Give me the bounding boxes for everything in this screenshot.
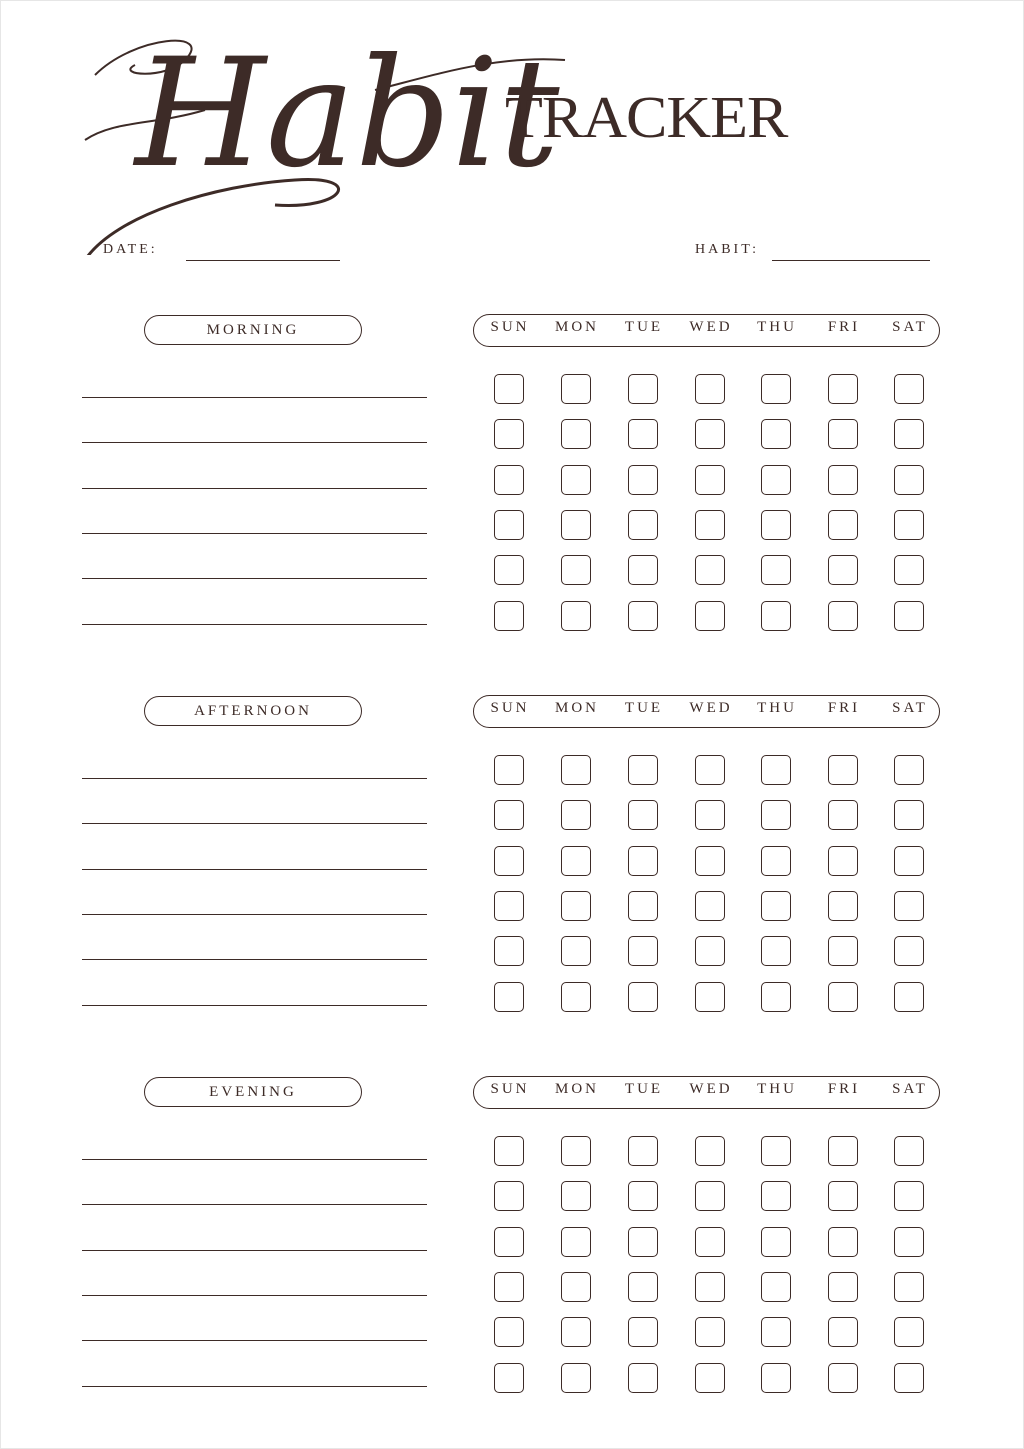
checkbox-sun[interactable] bbox=[494, 936, 524, 966]
habit-write-line[interactable] bbox=[82, 959, 427, 960]
checkbox-mon[interactable] bbox=[561, 555, 591, 585]
checkbox-tue[interactable] bbox=[628, 800, 658, 830]
checkbox-tue[interactable] bbox=[628, 1363, 658, 1393]
habit-write-line[interactable] bbox=[82, 578, 427, 579]
checkbox-sun[interactable] bbox=[494, 1227, 524, 1257]
checkbox-wed[interactable] bbox=[695, 800, 725, 830]
checkbox-tue[interactable] bbox=[628, 982, 658, 1012]
checkbox-wed[interactable] bbox=[695, 936, 725, 966]
date-field[interactable] bbox=[186, 260, 340, 261]
checkbox-tue[interactable] bbox=[628, 891, 658, 921]
checkbox-sun[interactable] bbox=[494, 510, 524, 540]
checkbox-mon[interactable] bbox=[561, 1272, 591, 1302]
habit-write-line[interactable] bbox=[82, 869, 427, 870]
checkbox-tue[interactable] bbox=[628, 936, 658, 966]
checkbox-thu[interactable] bbox=[761, 755, 791, 785]
checkbox-fri[interactable] bbox=[828, 1272, 858, 1302]
checkbox-tue[interactable] bbox=[628, 1272, 658, 1302]
day-label-sat: SAT bbox=[892, 1081, 928, 1097]
habit-write-line[interactable] bbox=[82, 488, 427, 489]
date-label: DATE: bbox=[103, 242, 158, 257]
habit-write-line[interactable] bbox=[82, 1295, 427, 1296]
checkbox-sat[interactable] bbox=[894, 419, 924, 449]
day-label-fri: FRI bbox=[827, 319, 861, 335]
checkbox-wed[interactable] bbox=[695, 1317, 725, 1347]
checkbox-wed[interactable] bbox=[695, 465, 725, 495]
section-label-afternoon: AFTERNOON bbox=[144, 696, 362, 726]
checkbox-mon[interactable] bbox=[561, 936, 591, 966]
title-subtitle: TRACKER bbox=[505, 85, 788, 151]
checkbox-sat[interactable] bbox=[894, 982, 924, 1012]
day-label-fri: FRI bbox=[827, 700, 861, 716]
checkbox-fri[interactable] bbox=[828, 1317, 858, 1347]
checkbox-sat[interactable] bbox=[894, 755, 924, 785]
checkbox-wed[interactable] bbox=[695, 1136, 725, 1166]
habit-write-line[interactable] bbox=[82, 624, 427, 625]
checkbox-mon[interactable] bbox=[561, 1136, 591, 1166]
checkbox-thu[interactable] bbox=[761, 1363, 791, 1393]
checkbox-sun[interactable] bbox=[494, 555, 524, 585]
checkbox-wed[interactable] bbox=[695, 846, 725, 876]
checkbox-wed[interactable] bbox=[695, 374, 725, 404]
checkbox-thu[interactable] bbox=[761, 936, 791, 966]
checkbox-fri[interactable] bbox=[828, 419, 858, 449]
checkbox-thu[interactable] bbox=[761, 1272, 791, 1302]
checkbox-sun[interactable] bbox=[494, 1272, 524, 1302]
checkbox-sun[interactable] bbox=[494, 1363, 524, 1393]
checkbox-tue[interactable] bbox=[628, 1181, 658, 1211]
checkbox-thu[interactable] bbox=[761, 982, 791, 1012]
checkbox-sun[interactable] bbox=[494, 1181, 524, 1211]
checkbox-sat[interactable] bbox=[894, 555, 924, 585]
checkbox-fri[interactable] bbox=[828, 555, 858, 585]
checkbox-sun[interactable] bbox=[494, 891, 524, 921]
day-label-sun: SUN bbox=[490, 1081, 530, 1097]
checkbox-sun[interactable] bbox=[494, 465, 524, 495]
checkbox-fri[interactable] bbox=[828, 800, 858, 830]
checkbox-tue[interactable] bbox=[628, 510, 658, 540]
habit-field[interactable] bbox=[772, 260, 930, 261]
checkbox-fri[interactable] bbox=[828, 465, 858, 495]
checkbox-mon[interactable] bbox=[561, 755, 591, 785]
checkbox-thu[interactable] bbox=[761, 510, 791, 540]
checkbox-fri[interactable] bbox=[828, 846, 858, 876]
checkbox-tue[interactable] bbox=[628, 465, 658, 495]
habit-write-line[interactable] bbox=[82, 533, 427, 534]
checkbox-mon[interactable] bbox=[561, 891, 591, 921]
habit-write-line[interactable] bbox=[82, 1204, 427, 1205]
habit-write-line[interactable] bbox=[82, 778, 427, 779]
title-script-text: Habit bbox=[135, 27, 560, 201]
checkbox-fri[interactable] bbox=[828, 1363, 858, 1393]
checkbox-sat[interactable] bbox=[894, 465, 924, 495]
checkbox-mon[interactable] bbox=[561, 982, 591, 1012]
checkbox-fri[interactable] bbox=[828, 891, 858, 921]
checkbox-wed[interactable] bbox=[695, 555, 725, 585]
checkbox-sun[interactable] bbox=[494, 374, 524, 404]
checkbox-sun[interactable] bbox=[494, 982, 524, 1012]
day-label-thu: THU bbox=[757, 319, 797, 335]
day-label-tue: TUE bbox=[624, 1081, 664, 1097]
checkbox-tue[interactable] bbox=[628, 374, 658, 404]
checkbox-sat[interactable] bbox=[894, 510, 924, 540]
habit-write-line[interactable] bbox=[82, 397, 427, 398]
checkbox-tue[interactable] bbox=[628, 1317, 658, 1347]
checkbox-thu[interactable] bbox=[761, 601, 791, 631]
checkbox-thu[interactable] bbox=[761, 800, 791, 830]
checkbox-tue[interactable] bbox=[628, 419, 658, 449]
checkbox-mon[interactable] bbox=[561, 1363, 591, 1393]
checkbox-tue[interactable] bbox=[628, 1227, 658, 1257]
checkbox-sun[interactable] bbox=[494, 1136, 524, 1166]
checkbox-sat[interactable] bbox=[894, 1363, 924, 1393]
checkbox-mon[interactable] bbox=[561, 1317, 591, 1347]
checkbox-wed[interactable] bbox=[695, 891, 725, 921]
habit-write-line[interactable] bbox=[82, 1386, 427, 1387]
checkbox-sat[interactable] bbox=[894, 800, 924, 830]
day-label-thu: THU bbox=[757, 1081, 797, 1097]
habit-write-line[interactable] bbox=[82, 1340, 427, 1341]
checkbox-fri[interactable] bbox=[828, 510, 858, 540]
checkbox-thu[interactable] bbox=[761, 374, 791, 404]
checkbox-sat[interactable] bbox=[894, 601, 924, 631]
checkbox-sat[interactable] bbox=[894, 1272, 924, 1302]
checkbox-sat[interactable] bbox=[894, 374, 924, 404]
checkbox-mon[interactable] bbox=[561, 419, 591, 449]
checkbox-thu[interactable] bbox=[761, 465, 791, 495]
checkbox-wed[interactable] bbox=[695, 601, 725, 631]
habit-write-line[interactable] bbox=[82, 823, 427, 824]
checkbox-thu[interactable] bbox=[761, 1136, 791, 1166]
day-label-tue: TUE bbox=[624, 319, 664, 335]
checkbox-fri[interactable] bbox=[828, 936, 858, 966]
checkbox-mon[interactable] bbox=[561, 601, 591, 631]
checkbox-sat[interactable] bbox=[894, 1136, 924, 1166]
day-label-sat: SAT bbox=[892, 700, 928, 716]
checkbox-sun[interactable] bbox=[494, 601, 524, 631]
checkbox-thu[interactable] bbox=[761, 1317, 791, 1347]
day-label-wed: WED bbox=[689, 1081, 733, 1097]
checkbox-wed[interactable] bbox=[695, 1272, 725, 1302]
checkbox-sun[interactable] bbox=[494, 1317, 524, 1347]
checkbox-sat[interactable] bbox=[894, 1317, 924, 1347]
checkbox-thu[interactable] bbox=[761, 555, 791, 585]
habit-write-line[interactable] bbox=[82, 914, 427, 915]
checkbox-mon[interactable] bbox=[561, 374, 591, 404]
habit-write-line[interactable] bbox=[82, 1005, 427, 1006]
checkbox-thu[interactable] bbox=[761, 1227, 791, 1257]
checkbox-sat[interactable] bbox=[894, 891, 924, 921]
checkbox-tue[interactable] bbox=[628, 846, 658, 876]
checkbox-sat[interactable] bbox=[894, 846, 924, 876]
day-label-mon: MON bbox=[554, 319, 599, 335]
habit-label: HABIT: bbox=[695, 242, 759, 257]
weekday-header bbox=[473, 1076, 940, 1109]
day-label-sun: SUN bbox=[490, 700, 530, 716]
checkbox-mon[interactable] bbox=[561, 800, 591, 830]
checkbox-thu[interactable] bbox=[761, 891, 791, 921]
checkbox-sun[interactable] bbox=[494, 419, 524, 449]
section-label-morning: MORNING bbox=[144, 315, 362, 345]
checkbox-tue[interactable] bbox=[628, 555, 658, 585]
weekday-header bbox=[473, 314, 940, 347]
checkbox-tue[interactable] bbox=[628, 601, 658, 631]
checkbox-wed[interactable] bbox=[695, 1363, 725, 1393]
checkbox-thu[interactable] bbox=[761, 419, 791, 449]
checkbox-thu[interactable] bbox=[761, 846, 791, 876]
checkbox-fri[interactable] bbox=[828, 1181, 858, 1211]
day-label-wed: WED bbox=[689, 319, 733, 335]
checkbox-fri[interactable] bbox=[828, 755, 858, 785]
checkbox-wed[interactable] bbox=[695, 755, 725, 785]
section-label-evening: EVENING bbox=[144, 1077, 362, 1107]
checkbox-sat[interactable] bbox=[894, 936, 924, 966]
checkbox-fri[interactable] bbox=[828, 982, 858, 1012]
weekday-header bbox=[473, 695, 940, 728]
checkbox-fri[interactable] bbox=[828, 1227, 858, 1257]
habit-write-line[interactable] bbox=[82, 1250, 427, 1251]
checkbox-tue[interactable] bbox=[628, 755, 658, 785]
day-label-sun: SUN bbox=[490, 319, 530, 335]
checkbox-mon[interactable] bbox=[561, 510, 591, 540]
habit-write-line[interactable] bbox=[82, 442, 427, 443]
checkbox-fri[interactable] bbox=[828, 374, 858, 404]
checkbox-thu[interactable] bbox=[761, 1181, 791, 1211]
checkbox-mon[interactable] bbox=[561, 465, 591, 495]
checkbox-sat[interactable] bbox=[894, 1227, 924, 1257]
checkbox-mon[interactable] bbox=[561, 846, 591, 876]
day-label-mon: MON bbox=[554, 1081, 599, 1097]
checkbox-wed[interactable] bbox=[695, 419, 725, 449]
day-label-wed: WED bbox=[689, 700, 733, 716]
day-label-mon: MON bbox=[554, 700, 599, 716]
checkbox-wed[interactable] bbox=[695, 1227, 725, 1257]
checkbox-fri[interactable] bbox=[828, 601, 858, 631]
checkbox-fri[interactable] bbox=[828, 1136, 858, 1166]
habit-write-line[interactable] bbox=[82, 1159, 427, 1160]
day-label-tue: TUE bbox=[624, 700, 664, 716]
title-script bbox=[75, 15, 575, 255]
day-label-sat: SAT bbox=[892, 319, 928, 335]
checkbox-mon[interactable] bbox=[561, 1181, 591, 1211]
checkbox-sun[interactable] bbox=[494, 846, 524, 876]
checkbox-wed[interactable] bbox=[695, 510, 725, 540]
checkbox-sat[interactable] bbox=[894, 1181, 924, 1211]
checkbox-wed[interactable] bbox=[695, 1181, 725, 1211]
checkbox-tue[interactable] bbox=[628, 1136, 658, 1166]
checkbox-wed[interactable] bbox=[695, 982, 725, 1012]
checkbox-sun[interactable] bbox=[494, 800, 524, 830]
checkbox-sun[interactable] bbox=[494, 755, 524, 785]
day-label-thu: THU bbox=[757, 700, 797, 716]
checkbox-mon[interactable] bbox=[561, 1227, 591, 1257]
day-label-fri: FRI bbox=[827, 1081, 861, 1097]
